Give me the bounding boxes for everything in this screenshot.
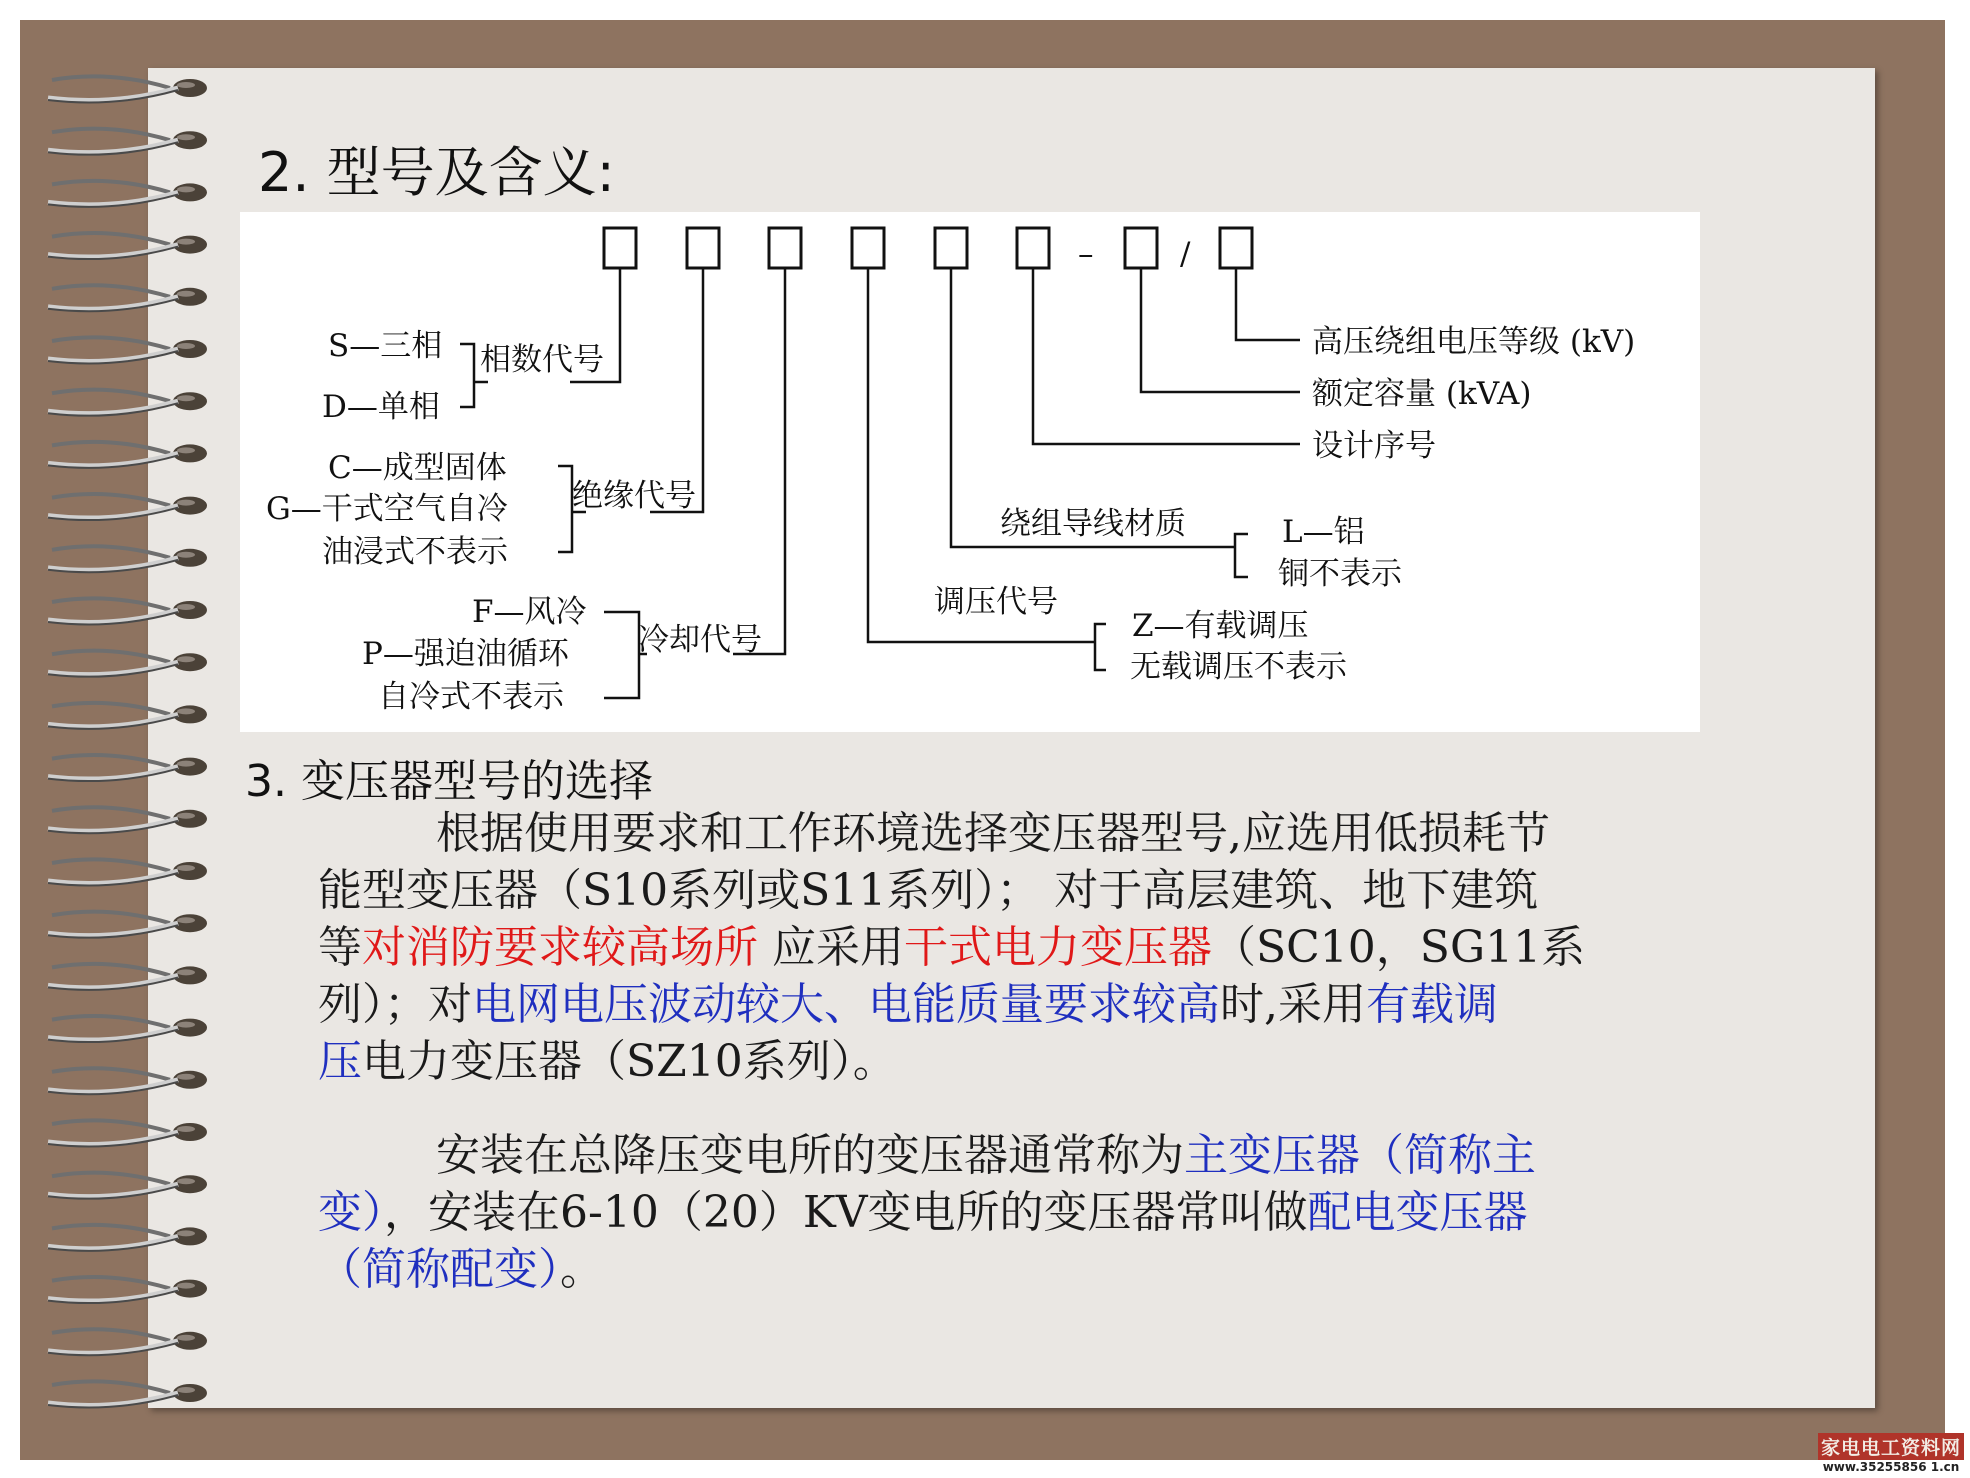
text-run: 列）；对 bbox=[318, 979, 472, 1030]
phase-three: S—三相 bbox=[328, 328, 443, 364]
regulation-offload: 无载调压不表示 bbox=[1130, 649, 1347, 685]
cooling-forced-oil: P—强迫油循环 bbox=[362, 636, 569, 672]
selection-paragraph bbox=[318, 805, 1798, 1090]
binding-ring bbox=[48, 964, 207, 990]
voltage-label: 高压绕组电压等级 (kV) bbox=[1312, 324, 1636, 360]
insulation-oil: 油浸式不表示 bbox=[322, 534, 508, 570]
binding-ring bbox=[48, 390, 207, 416]
code-box-7 bbox=[1125, 228, 1157, 268]
winding-aluminium: L—铝 bbox=[1282, 514, 1365, 550]
cooling-fan: F—风冷 bbox=[472, 594, 587, 630]
binding-ring bbox=[48, 598, 207, 624]
paragraph-line: 根据使用要求和工作环境选择变压器型号,应选用低损耗节 bbox=[436, 808, 1550, 859]
paragraph-line bbox=[318, 1127, 1798, 1184]
binding-ring bbox=[48, 755, 207, 781]
watermark-logo: 家电电工资料网 bbox=[1818, 1433, 1964, 1460]
text-run: 安装在总降压变电所的变压器通常称为 bbox=[436, 1130, 1184, 1181]
highlight-distribution-transformer: 配电变压器 bbox=[1307, 1187, 1528, 1238]
winding-copper: 铜不表示 bbox=[1278, 556, 1402, 592]
separator-dash: – bbox=[1078, 236, 1094, 272]
binding-ring bbox=[48, 1173, 207, 1199]
highlight-distribution-abbrev: （简称配变） bbox=[318, 1244, 560, 1295]
code-box-4 bbox=[852, 228, 884, 268]
voltage-connector bbox=[1236, 268, 1300, 340]
text-run: （SC10，SG11系 bbox=[1212, 922, 1586, 973]
design-connector bbox=[1033, 268, 1300, 444]
binding-ring bbox=[48, 76, 207, 102]
section-heading-selection: 3. 变压器型号的选择 bbox=[245, 756, 653, 807]
highlight-dry-type: 干式电力变压器 bbox=[904, 922, 1212, 973]
binding-ring bbox=[48, 129, 207, 155]
paragraph-line bbox=[318, 1184, 1798, 1241]
transformer-naming-paragraph bbox=[318, 1127, 1798, 1298]
code-box-1 bbox=[604, 228, 636, 268]
binding-ring bbox=[48, 494, 207, 520]
regulation-bracket bbox=[1088, 624, 1106, 670]
model-code-diagram bbox=[240, 212, 1700, 732]
binding-ring bbox=[48, 546, 207, 572]
text-run: ，安装在6-10（20）KV变电所的变压器常叫做 bbox=[384, 1187, 1308, 1238]
highlight-main-transformer-end: 变） bbox=[318, 1187, 384, 1238]
cooling-label: 冷却代号 bbox=[638, 622, 762, 658]
highlight-fire-safety: 对消防要求较高场所 bbox=[362, 922, 758, 973]
paragraph-line: 能型变压器（S10系列或S11系列）； 对于高层建筑、地下建筑 bbox=[318, 865, 1539, 916]
binding-ring bbox=[48, 1329, 207, 1355]
spiral-binding-icon bbox=[0, 0, 240, 1478]
code-box-3 bbox=[769, 228, 801, 268]
phase-single: D—单相 bbox=[322, 389, 440, 425]
text-run: 。 bbox=[560, 1244, 604, 1295]
code-boxes bbox=[604, 228, 1252, 268]
paragraph-line bbox=[318, 1241, 1798, 1298]
code-box-8 bbox=[1220, 228, 1252, 268]
binding-ring bbox=[48, 1068, 207, 1094]
text-run: 时,采用 bbox=[1220, 979, 1366, 1030]
binding-ring bbox=[48, 703, 207, 729]
binding-ring bbox=[48, 1381, 207, 1407]
binding-ring bbox=[48, 1277, 207, 1303]
binding-ring bbox=[48, 442, 207, 468]
separator-slash: / bbox=[1180, 236, 1191, 272]
highlight-onload-tap: 有载调 bbox=[1366, 979, 1498, 1030]
insulation-cast: C—成型固体 bbox=[328, 450, 507, 486]
binding-ring bbox=[48, 233, 207, 259]
paragraph-line bbox=[318, 976, 1798, 1033]
insulation-dry-air: G—干式空气自冷 bbox=[266, 491, 508, 527]
binding-ring bbox=[48, 651, 207, 677]
binding-ring bbox=[48, 285, 207, 311]
highlight-grid-fluctuation: 电网电压波动较大、电能质量要求较高 bbox=[472, 979, 1220, 1030]
regulation-label: 调压代号 bbox=[934, 584, 1058, 620]
binding-ring bbox=[48, 859, 207, 885]
text-run: 等 bbox=[318, 922, 362, 973]
binding-ring bbox=[48, 807, 207, 833]
capacity-label: 额定容量 (kVA) bbox=[1312, 376, 1532, 412]
insulation-connector bbox=[650, 268, 703, 512]
highlight-main-transformer: 主变压器（简称主 bbox=[1184, 1130, 1536, 1181]
winding-bracket bbox=[1212, 534, 1248, 577]
text-run: 电力变压器（SZ10系列）。 bbox=[362, 1036, 897, 1087]
phase-label: 相数代号 bbox=[480, 342, 604, 378]
highlight-onload-tap-end: 压 bbox=[318, 1036, 362, 1087]
paragraph-line bbox=[318, 919, 1798, 976]
winding-label: 绕组导线材质 bbox=[1000, 506, 1186, 542]
cooling-connector bbox=[733, 268, 785, 654]
paragraph-line bbox=[318, 1033, 1798, 1090]
binding-ring bbox=[48, 1120, 207, 1146]
design-label: 设计序号 bbox=[1312, 428, 1436, 464]
capacity-connector bbox=[1141, 268, 1300, 392]
watermark bbox=[1818, 1433, 1964, 1474]
section-heading-model-meaning: 2. 型号及含义: bbox=[258, 141, 615, 204]
binding-ring bbox=[48, 912, 207, 938]
text-run: 应采用 bbox=[758, 922, 904, 973]
binding-ring bbox=[48, 1225, 207, 1251]
binding-ring bbox=[48, 337, 207, 363]
regulation-onload: Z—有载调压 bbox=[1132, 608, 1309, 644]
diagram-canvas bbox=[240, 212, 1700, 732]
binding-ring bbox=[48, 181, 207, 207]
cooling-self: 自冷式不表示 bbox=[378, 679, 564, 715]
insulation-label: 绝缘代号 bbox=[572, 478, 696, 514]
code-box-5 bbox=[935, 228, 967, 268]
binding-ring bbox=[48, 1016, 207, 1042]
watermark-url: www.35255856 1.cn bbox=[1822, 1460, 1960, 1474]
code-box-6 bbox=[1017, 228, 1049, 268]
code-box-2 bbox=[687, 228, 719, 268]
